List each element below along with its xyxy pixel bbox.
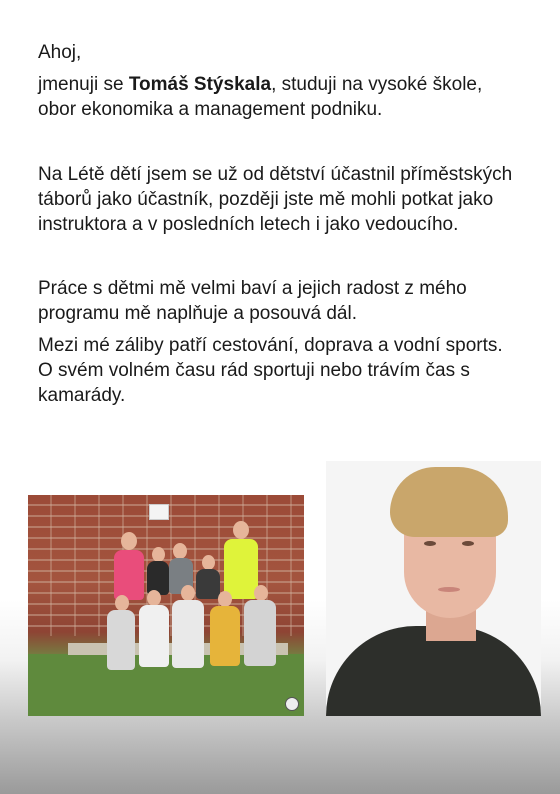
person-body bbox=[139, 605, 169, 667]
person-head bbox=[202, 555, 215, 570]
joy-paragraph: Práce s dětmi mě velmi baví a jejich radost z mého programu mě naplňuje a posouvá dál. bbox=[38, 278, 467, 324]
mouth bbox=[438, 587, 460, 592]
person-head bbox=[233, 521, 249, 539]
person-body bbox=[244, 600, 276, 666]
intro-suffix: , studuji na vysoké škole, obor ekonomika a management podniku. bbox=[38, 74, 483, 120]
person-head bbox=[218, 591, 232, 607]
person-body bbox=[224, 539, 258, 599]
person-head bbox=[152, 547, 165, 562]
person-body bbox=[196, 569, 220, 599]
person-body bbox=[107, 610, 135, 670]
person-head bbox=[115, 595, 129, 611]
portrait-photo bbox=[326, 461, 541, 716]
person-body bbox=[114, 550, 144, 600]
person-head bbox=[254, 585, 268, 601]
person-body bbox=[210, 606, 240, 666]
camera-icon bbox=[285, 697, 299, 711]
person-body bbox=[172, 600, 204, 668]
author-name: Tomáš Stýskala bbox=[128, 74, 272, 95]
person-head bbox=[147, 590, 161, 606]
eye bbox=[424, 541, 436, 546]
intro-paragraph bbox=[38, 72, 518, 122]
letter-text bbox=[38, 40, 518, 408]
person-head bbox=[173, 543, 187, 559]
greeting: Ahoj, bbox=[38, 42, 82, 63]
paper-sign bbox=[149, 504, 169, 520]
person-head bbox=[181, 585, 195, 601]
eye bbox=[462, 541, 474, 546]
experience-paragraph: Na Létě dětí jsem se už od dětství účastnil příměstských táborů jako účastník, později jste mě mohli potkat jako instruktora a v posledních letech i jako vedoucího. bbox=[38, 164, 513, 235]
intro-prefix: jmenuji se bbox=[38, 74, 129, 95]
group-photo bbox=[28, 495, 304, 716]
person-head bbox=[121, 532, 137, 550]
hobbies-paragraph: Mezi mé záliby patří cestování, doprava a vodní sports. O svém volném času rád sportuji nebo trávím čas s kamarády. bbox=[38, 335, 503, 406]
hair bbox=[390, 467, 508, 537]
